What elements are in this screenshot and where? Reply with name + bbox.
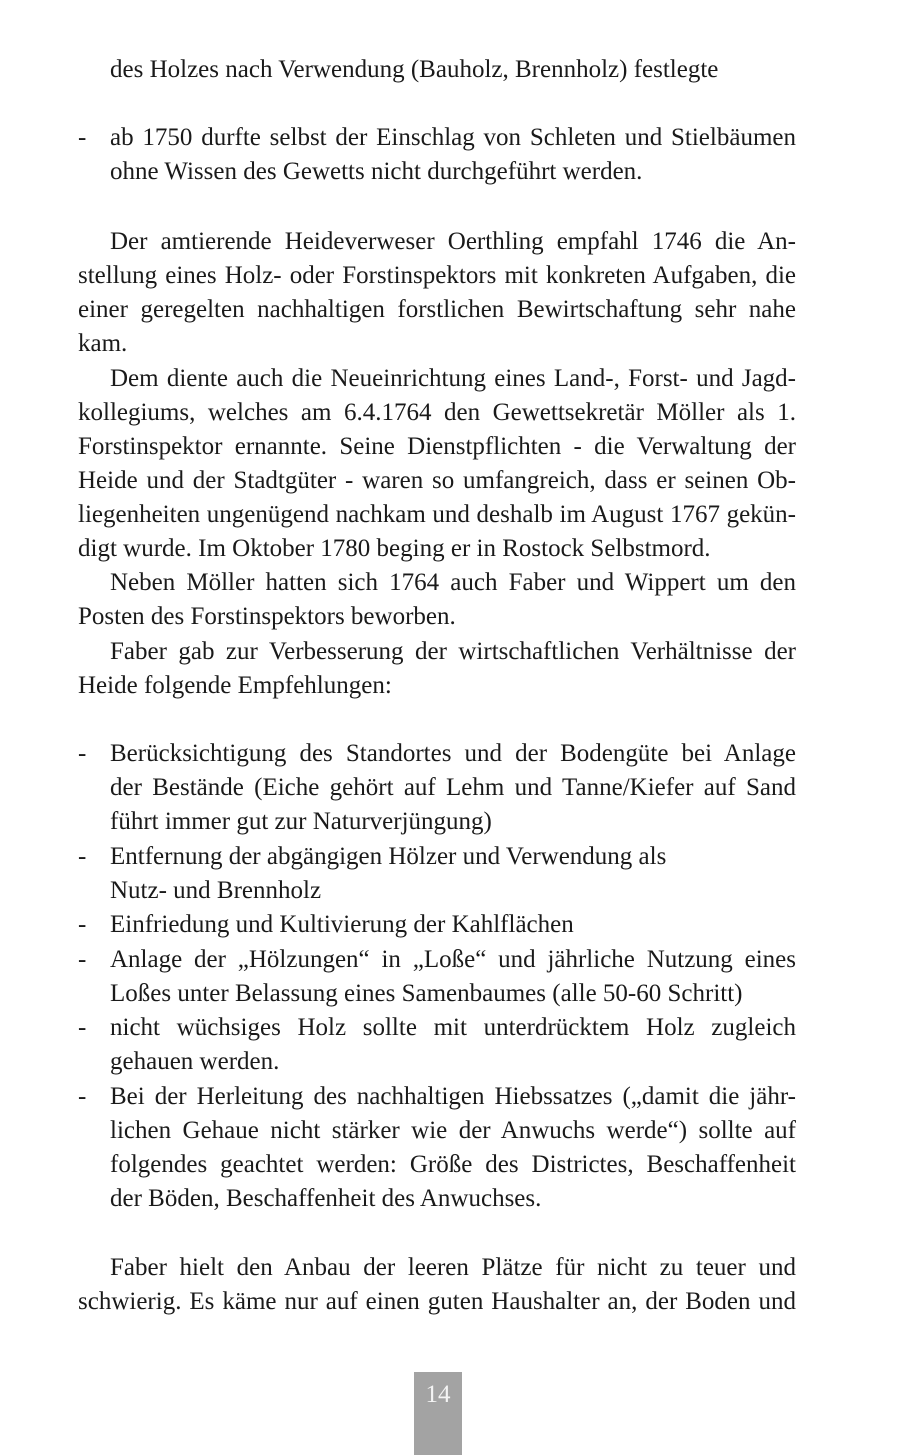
paragraph-first-line: Faber hielt den Anbau der leeren Plätze für nicht zu teuer und: [110, 1254, 796, 1281]
page-number: 14: [414, 1372, 462, 1455]
list-item-line: der Bestände (Eiche gehört auf Lehm und Tanne/Kiefer auf Sand: [110, 774, 796, 801]
text-line: ab 1750 durfte selbst der Einschlag von Schleten und Stielbäumen: [110, 124, 796, 151]
text-line: liegenheiten ungenügend nachkam und deshalb im August 1767 gekün-: [78, 501, 796, 528]
list-item-line: der Böden, Beschaffenheit des Anwuchses.: [110, 1185, 542, 1212]
paragraph-first-line: Dem diente auch die Neueinrichtung eines Land-, Forst- und Jagd-: [110, 365, 796, 392]
paragraph-first-line: Der amtierende Heideverweser Oerthling empfahl 1746 die An-: [110, 228, 796, 255]
list-item-line: Loßes unter Belassung eines Samenbaumes (alle 50-60 Schritt): [110, 980, 743, 1007]
text-line: Forstinspektor ernannte. Seine Dienstpflichten - die Verwaltung der: [78, 433, 796, 460]
text-line: kam.: [78, 330, 128, 357]
text-line: ohne Wissen des Gewetts nicht durchgeführt werden.: [110, 158, 643, 185]
bullet-dash: -: [78, 843, 87, 870]
list-item-line: lichen Gehaue nicht stärker wie der Anwuchs werde“) sollte auf: [110, 1117, 796, 1144]
list-item-line: Berücksichtigung des Standortes und der Bodengüte bei Anlage: [110, 740, 796, 767]
list-item-line: führt immer gut zur Naturverjüngung): [110, 808, 492, 835]
bullet-dash: -: [78, 946, 87, 973]
bullet-dash: -: [78, 911, 87, 938]
text-line: Heide folgende Empfehlungen:: [78, 672, 392, 699]
text-line: Posten des Forstinspektors beworben.: [78, 603, 456, 630]
list-item-line: folgendes geachtet werden: Größe des Districtes, Beschaffenheit: [110, 1151, 796, 1178]
list-item-line: nicht wüchsiges Holz sollte mit unterdrücktem Holz zugleich: [110, 1014, 796, 1041]
list-item-line: Entfernung der abgängigen Hölzer und Verwendung als: [110, 843, 667, 870]
bullet-dash: -: [78, 1014, 87, 1041]
paragraph-first-line: Faber gab zur Verbesserung der wirtschaftlichen Verhältnisse der: [110, 638, 796, 665]
text-line: schwierig. Es käme nur auf einen guten Haushalter an, der Boden und: [78, 1288, 796, 1315]
text-line: des Holzes nach Verwendung (Bauholz, Brennholz) festlegte: [110, 56, 719, 83]
paragraph-first-line: Neben Möller hatten sich 1764 auch Faber und Wippert um den: [110, 569, 796, 596]
list-item-line: Nutz- und Brennholz: [110, 877, 322, 904]
list-item-line: Bei der Herleitung des nachhaltigen Hiebssatzes („damit die jähr-: [110, 1083, 796, 1110]
text-line: stellung eines Holz- oder Forstinspektors mit konkreten Aufgaben, die: [78, 262, 796, 289]
text-line: Heide und der Stadtgüter - waren so umfangreich, dass er seinen Ob-: [78, 467, 796, 494]
text-line: einer geregelten nachhaltigen forstlichen Bewirtschaftung sehr nahe: [78, 296, 796, 323]
text-line: digt wurde. Im Oktober 1780 beging er in Rostock Selbstmord.: [78, 535, 711, 562]
list-item-line: Einfriedung und Kultivierung der Kahlflächen: [110, 911, 574, 938]
text-line: kollegiums, welches am 6.4.1764 den Gewettsekretär Möller als 1.: [78, 399, 796, 426]
bullet-dash: -: [78, 740, 87, 767]
bullet-dash: -: [78, 124, 87, 151]
list-item-line: gehauen werden.: [110, 1048, 280, 1075]
bullet-dash: -: [78, 1083, 87, 1110]
list-item-line: Anlage der „Hölzungen“ in „Loße“ und jährliche Nutzung eines: [110, 946, 796, 973]
